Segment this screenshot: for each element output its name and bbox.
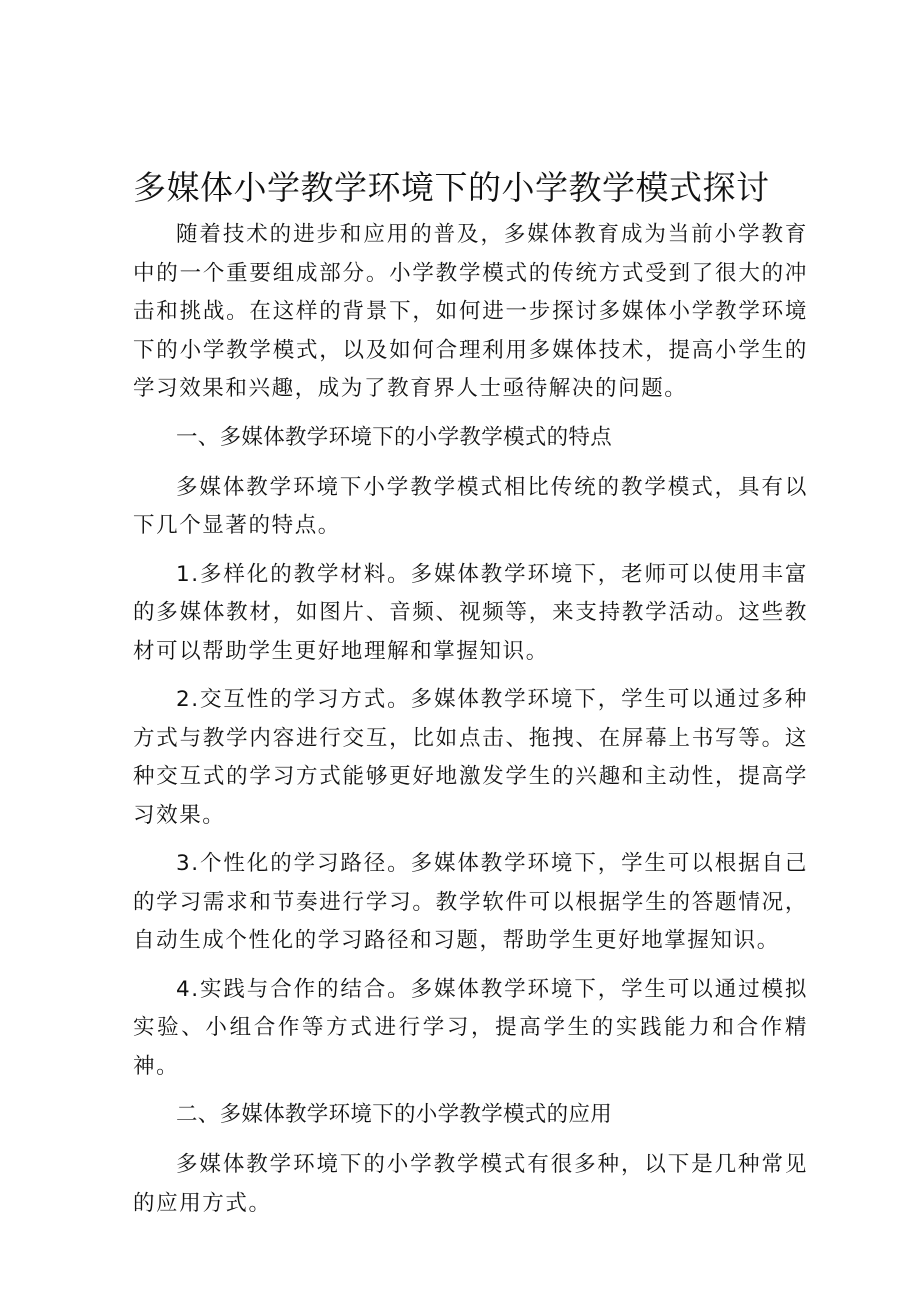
feature-item-3: 3.个性化的学习路径。多媒体教学环境下，学生可以根据自己的学习需求和节奏进行学习。教学软件可以根据学生的答题情况，自动生成个性化的学习路径和习题，帮助学生更好地掌握知识。 [133, 851, 808, 953]
document-body [133, 216, 808, 1233]
section-heading-applications: 二、多媒体教学环境下的小学教学模式的应用 [176, 1102, 613, 1127]
features-lead-paragraph: 多媒体教学环境下小学教学模式相比传统的教学模式，具有以下几个显著的特点。 [133, 474, 808, 538]
document-title: 多媒体小学教学环境下的小学教学模式探讨 [133, 168, 770, 207]
intro-paragraph: 随着技术的进步和应用的普及，多媒体教育成为当前小学教育中的一个重要组成部分。小学教学模式的传统方式受到了很大的冲击和挑战。在这样的背景下，如何进一步探讨多媒体小学教学环境下的小学教学模式，以及如何合理利用多媒体技术，提高小学生的学习效果和兴趣，成为了教育界人士亟待解决的问题。 [133, 222, 808, 401]
feature-item-2: 2.交互性的学习方式。多媒体教学环境下，学生可以通过多种方式与教学内容进行交互，比如点击、拖拽、在屏幕上书写等。这种交互式的学习方式能够更好地激发学生的兴趣和主动性，提高学习效果。 [133, 687, 808, 828]
section-heading-features: 一、多媒体教学环境下的小学教学模式的特点 [176, 424, 613, 450]
feature-item-4: 4.实践与合作的结合。多媒体教学环境下，学生可以通过模拟实验、小组合作等方式进行学习，提高学生的实践能力和合作精神。 [133, 976, 808, 1079]
applications-lead-paragraph: 多媒体教学环境下的小学教学模式有很多种，以下是几种常见的应用方式。 [133, 1152, 808, 1216]
feature-item-1: 1.多样化的教学材料。多媒体教学环境下，老师可以使用丰富的多媒体教材，如图片、音频、视频等，来支持教学活动。这些教材可以帮助学生更好地理解和掌握知识。 [133, 561, 808, 664]
